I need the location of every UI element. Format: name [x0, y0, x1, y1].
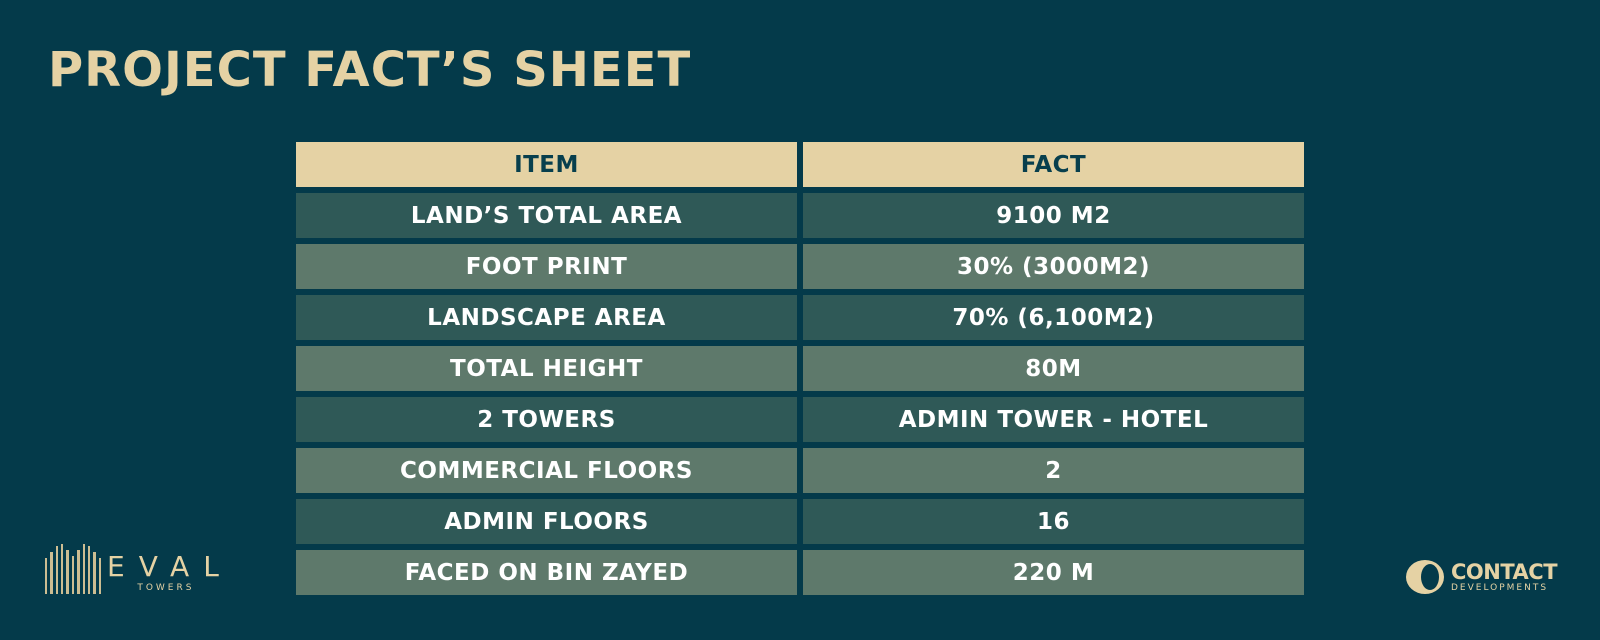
table-row — [296, 397, 1304, 442]
fact-table — [296, 142, 1304, 601]
table-row — [296, 244, 1304, 289]
header-fact: FACT — [803, 142, 1304, 187]
item-cell: FACED ON BIN ZAYED — [296, 550, 797, 595]
fact-cell: 9100 M2 — [803, 193, 1304, 238]
table-row — [296, 550, 1304, 595]
item-cell: COMMERCIAL FLOORS — [296, 448, 797, 493]
contact-developments-logo — [1405, 559, 1557, 595]
fact-cell: 2 — [803, 448, 1304, 493]
item-cell: ADMIN FLOORS — [296, 499, 797, 544]
item-cell: 2 TOWERS — [296, 397, 797, 442]
fact-cell: 80M — [803, 346, 1304, 391]
eval-logo-word: EVAL — [107, 550, 233, 583]
contact-logo-word: CONTACT — [1451, 559, 1558, 584]
eval-towers-logo — [45, 542, 233, 594]
item-cell: TOTAL HEIGHT — [296, 346, 797, 391]
page-title: PROJECT FACT’S SHEET — [48, 42, 692, 98]
item-cell: LANDSCAPE AREA — [296, 295, 797, 340]
item-cell: FOOT PRINT — [296, 244, 797, 289]
fact-cell: ADMIN TOWER - HOTEL — [803, 397, 1304, 442]
contact-logo-icon — [1405, 559, 1445, 595]
table-row — [296, 193, 1304, 238]
fact-cell: 30% (3000M2) — [803, 244, 1304, 289]
table-header-row — [296, 142, 1304, 187]
table-row — [296, 346, 1304, 391]
table-row — [296, 448, 1304, 493]
header-item: ITEM — [296, 142, 797, 187]
eval-towers-logo-icon — [45, 544, 101, 594]
table-row — [296, 499, 1304, 544]
fact-cell: 220 M — [803, 550, 1304, 595]
eval-logo-sub: TOWERS — [137, 583, 195, 593]
item-cell: LAND’S TOTAL AREA — [296, 193, 797, 238]
fact-cell: 16 — [803, 499, 1304, 544]
table-row — [296, 295, 1304, 340]
fact-cell: 70% (6,100M2) — [803, 295, 1304, 340]
contact-logo-sub: DEVELOPMENTS — [1451, 582, 1549, 593]
